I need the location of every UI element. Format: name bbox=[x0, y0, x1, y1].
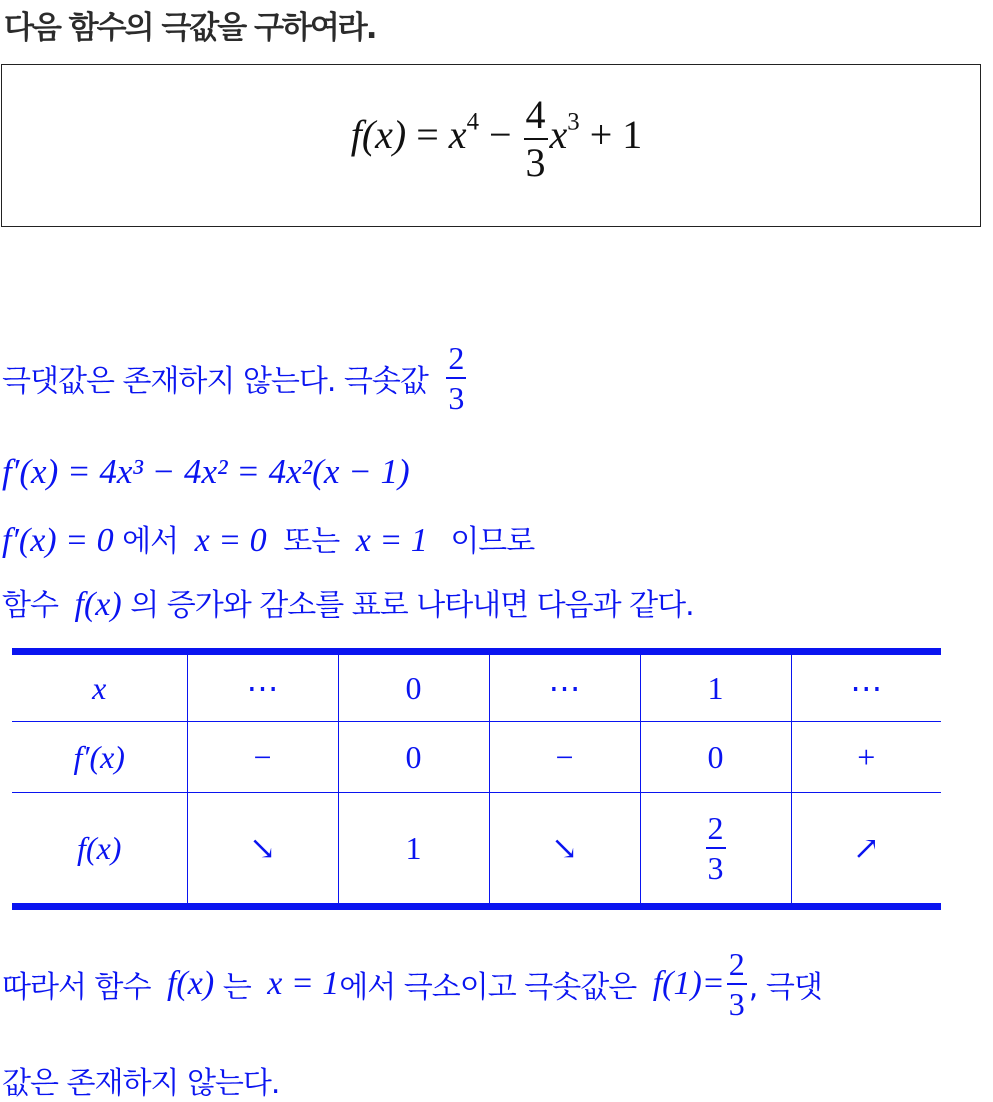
increasing-arrow-icon: ↗ bbox=[791, 793, 941, 907]
conclusion-line bbox=[2, 948, 822, 1020]
cell-x-5: ⋯ bbox=[791, 652, 941, 722]
table-row bbox=[12, 722, 941, 793]
conclusion-3: 에서 극소이고 극솟값은 bbox=[339, 970, 637, 1005]
cell-f-4-den: 3 bbox=[707, 850, 724, 886]
variation-table bbox=[12, 648, 941, 910]
formula-x2: x bbox=[549, 112, 568, 158]
conclusion-5: 값은 존재하지 않는다. bbox=[2, 1066, 280, 1101]
conclusion-expr3: f(1)= bbox=[652, 965, 725, 1002]
roots-expr2: x = 0 bbox=[194, 522, 267, 559]
conclusion-expr2: x = 1 bbox=[267, 965, 340, 1002]
cell-fp-5: + bbox=[791, 722, 941, 793]
cell-fp-3: − bbox=[489, 722, 640, 793]
decreasing-arrow-icon: ↘ bbox=[489, 793, 640, 907]
cell-f-4 bbox=[640, 793, 791, 907]
roots-text2: 또는 bbox=[283, 524, 340, 559]
formula-fraction bbox=[524, 92, 548, 185]
cell-x-4: 1 bbox=[640, 652, 791, 722]
formula-eq: = bbox=[416, 112, 439, 158]
conclusion-1: 따라서 함수 bbox=[2, 970, 151, 1005]
conclusion-2: 는 bbox=[222, 970, 251, 1005]
cell-f-4-fraction bbox=[706, 812, 726, 884]
table-intro-line bbox=[2, 580, 694, 624]
conclusion-line-2 bbox=[2, 1058, 279, 1102]
answer-num: 2 bbox=[448, 340, 465, 376]
conclusion-expr1: f(x) bbox=[166, 965, 215, 1002]
roots-line bbox=[2, 516, 534, 560]
formula-tail: + 1 bbox=[589, 112, 643, 158]
cell-f-label: f(x) bbox=[12, 793, 187, 907]
formula-minus: − bbox=[488, 112, 512, 158]
formula-lhs: f(x) bbox=[350, 112, 407, 158]
answer-text: 극댓값은 존재하지 않는다. 극솟값 bbox=[2, 364, 428, 399]
function-formula bbox=[0, 92, 993, 185]
table-intro-1: 함수 bbox=[2, 588, 58, 623]
table-intro-expr: f(x) bbox=[74, 586, 122, 623]
table-row bbox=[12, 793, 941, 907]
answer-den: 3 bbox=[448, 380, 465, 416]
formula-exp4: 4 bbox=[466, 108, 479, 136]
answer-line bbox=[2, 342, 468, 414]
answer-fraction bbox=[446, 342, 466, 414]
decreasing-arrow-icon: ↘ bbox=[187, 793, 338, 907]
derivative-line: f′(x) = 4x³ − 4x² = 4x²(x − 1) bbox=[2, 452, 410, 491]
formula-frac-num: 4 bbox=[525, 92, 546, 137]
cell-fp-2: 0 bbox=[338, 722, 489, 793]
conclusion-num: 2 bbox=[728, 946, 745, 982]
formula-frac-den: 3 bbox=[525, 140, 546, 185]
cell-f-2: 1 bbox=[338, 793, 489, 907]
conclusion-fraction bbox=[727, 948, 747, 1020]
formula-exp3: 3 bbox=[567, 108, 580, 136]
cell-x-label: x bbox=[92, 669, 107, 706]
roots-text3: 이므로 bbox=[450, 524, 535, 559]
cell-x-1: ⋯ bbox=[187, 652, 338, 722]
table-intro-2: 의 증가와 감소를 표로 나타내면 다음과 같다. bbox=[130, 588, 694, 623]
problem-title: 다음 함수의 극값을 구하여라. bbox=[4, 10, 376, 46]
cell-fp-1: − bbox=[187, 722, 338, 793]
conclusion-den: 3 bbox=[728, 986, 745, 1022]
roots-expr1: f′(x) = 0 bbox=[2, 522, 114, 559]
cell-x-3: ⋯ bbox=[489, 652, 640, 722]
cell-x-2: 0 bbox=[338, 652, 489, 722]
cell-f-4-num: 2 bbox=[707, 810, 724, 846]
table-row bbox=[12, 652, 941, 722]
roots-text1: 에서 bbox=[122, 524, 179, 559]
conclusion-4: , 극댓 bbox=[748, 970, 822, 1005]
roots-expr3: x = 1 bbox=[355, 522, 428, 559]
cell-fp-label: f′(x) bbox=[12, 722, 187, 793]
formula-x: x bbox=[448, 112, 467, 158]
cell-fp-4: 0 bbox=[640, 722, 791, 793]
